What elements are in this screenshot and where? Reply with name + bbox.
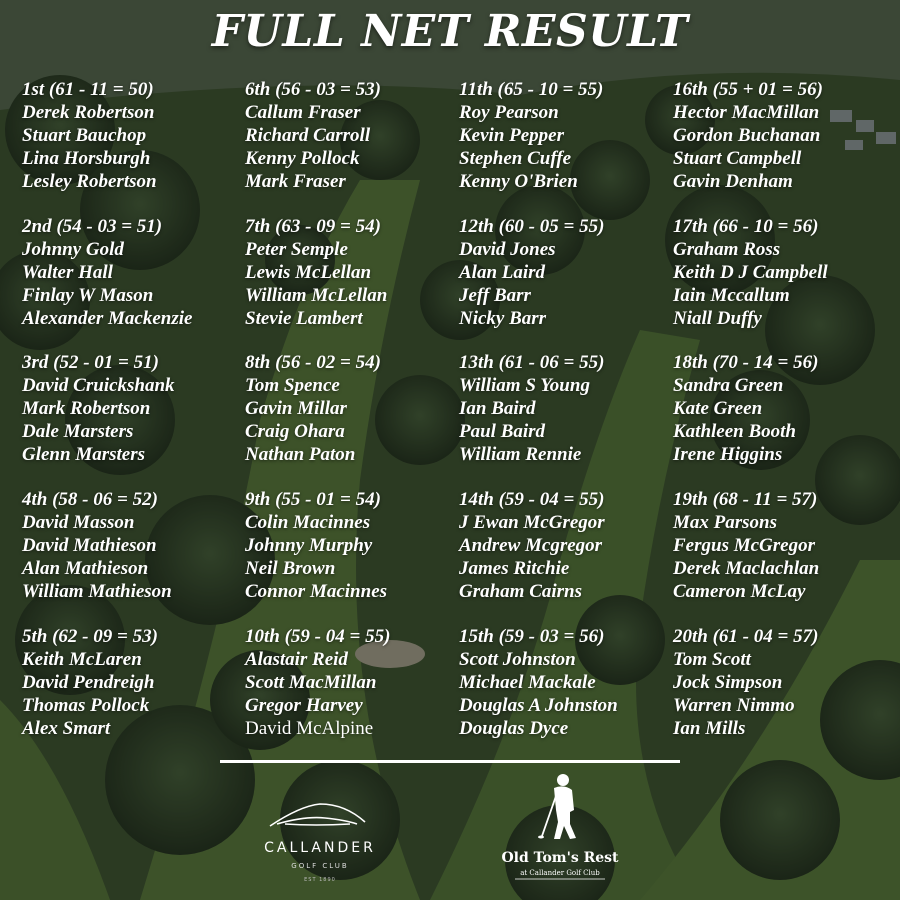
golfer-icon [538, 774, 576, 839]
player-name: Johnny Gold [22, 239, 124, 260]
player-name: Lesley Robertson [22, 171, 157, 192]
player-name: Stephen Cuffe [459, 148, 572, 169]
player-name: Alastair Reid [245, 649, 348, 670]
player-name: Mark Robertson [22, 398, 151, 419]
player-name: Johnny Murphy [245, 535, 373, 556]
player-name: Paul Baird [459, 421, 546, 442]
result-block [673, 488, 893, 603]
divider-line [220, 760, 680, 763]
result-heading: 2nd (54 - 03 = 51) [22, 216, 163, 237]
result-heading: 16th (55 + 01 = 56) [673, 79, 823, 100]
result-block [459, 625, 679, 740]
result-heading: 13th (61 - 06 = 55) [459, 352, 605, 373]
player-name: Irene Higgins [673, 444, 783, 465]
player-name: Tom Spence [245, 375, 340, 396]
player-name: Mark Fraser [245, 171, 346, 192]
player-name: Hector MacMillan [673, 102, 820, 123]
player-name: Kenny Pollock [245, 148, 360, 169]
player-name: Iain Mccallum [673, 285, 790, 306]
result-heading: 17th (66 - 10 = 56) [673, 216, 819, 237]
player-name: Douglas Dyce [459, 718, 569, 739]
player-name: Tom Scott [673, 649, 751, 670]
player-name: Stuart Bauchop [22, 125, 147, 146]
player-name: Ian Baird [459, 398, 536, 419]
svg-text:EST 1890: EST 1890 [304, 877, 336, 883]
result-heading: 1st (61 - 11 = 50) [22, 79, 154, 100]
player-name: David Pendreigh [22, 672, 155, 693]
player-name: Michael Mackale [459, 672, 596, 693]
player-name: Gavin Millar [245, 398, 347, 419]
player-name: David Mathieson [22, 535, 157, 556]
player-name: Lewis McLellan [245, 262, 372, 283]
player-name: Keith McLaren [22, 649, 142, 670]
player-name: Andrew Mcgregor [459, 535, 603, 556]
player-name: James Ritchie [459, 558, 570, 579]
result-heading: 18th (70 - 14 = 56) [673, 352, 819, 373]
player-name: Warren Nimmo [673, 695, 795, 716]
result-block [245, 78, 465, 193]
player-name: Roy Pearson [459, 102, 559, 123]
mountain-icon [270, 804, 365, 826]
player-name: Walter Hall [22, 262, 113, 283]
player-name: William Mathieson [22, 581, 172, 602]
result-block [673, 625, 893, 740]
player-name: Nicky Barr [459, 308, 547, 329]
player-name: Connor Macinnes [245, 581, 388, 602]
result-heading: 19th (68 - 11 = 57) [673, 489, 818, 510]
result-heading: 12th (60 - 05 = 55) [459, 216, 605, 237]
player-name: Gavin Denham [673, 171, 793, 192]
result-heading: 8th (56 - 02 = 54) [245, 352, 381, 373]
result-block [459, 78, 679, 193]
player-name: David Masson [22, 512, 135, 533]
player-name: Colin Macinnes [245, 512, 371, 533]
player-name: Jock Simpson [673, 672, 783, 693]
svg-text:Old Tom's Rest: Old Tom's Rest [501, 850, 619, 866]
player-name: David McAlpine [245, 718, 374, 739]
player-name: Kenny O'Brien [459, 171, 578, 192]
player-name: Max Parsons [673, 512, 777, 533]
player-name: Scott Johnston [459, 649, 576, 670]
player-name: Alan Laird [459, 262, 546, 283]
player-name: Alex Smart [22, 718, 111, 739]
result-heading: 7th (63 - 09 = 54) [245, 216, 381, 237]
player-name: Graham Cairns [459, 581, 583, 602]
result-block [22, 215, 242, 330]
player-name: William McLellan [245, 285, 388, 306]
svg-text:at Callander Golf Club: at Callander Golf Club [520, 869, 600, 877]
player-name: Jeff Barr [459, 285, 531, 306]
player-name: Sandra Green [673, 375, 784, 396]
result-heading: 5th (62 - 09 = 53) [22, 626, 158, 647]
player-name: Kevin Pepper [459, 125, 565, 146]
player-name: Thomas Pollock [22, 695, 150, 716]
player-name: Ian Mills [673, 718, 746, 739]
player-name: Gregor Harvey [245, 695, 363, 716]
player-name: Lina Horsburgh [22, 148, 151, 169]
result-heading: 20th (61 - 04 = 57) [673, 626, 819, 647]
result-block [245, 625, 465, 740]
player-name: Derek Robertson [22, 102, 155, 123]
page-title: FULL NET RESULT [211, 6, 689, 57]
result-block [22, 78, 242, 193]
player-name: Alan Mathieson [22, 558, 149, 579]
player-name: David Jones [459, 239, 556, 260]
player-name: Graham Ross [673, 239, 781, 260]
player-name: Nathan Paton [245, 444, 356, 465]
result-block [22, 351, 242, 466]
player-name: Scott MacMillan [245, 672, 377, 693]
result-heading: 15th (59 - 03 = 56) [459, 626, 605, 647]
svg-text:GOLF CLUB: GOLF CLUB [291, 862, 349, 870]
result-block [459, 351, 679, 466]
player-name: Peter Semple [245, 239, 348, 260]
result-block [673, 351, 893, 466]
result-heading: 6th (56 - 03 = 53) [245, 79, 381, 100]
player-name: Niall Duffy [673, 308, 762, 329]
result-block [22, 625, 242, 740]
player-name: Cameron McLay [673, 581, 806, 602]
result-heading: 11th (65 - 10 = 55) [459, 79, 604, 100]
player-name: Douglas A Johnston [459, 695, 618, 716]
player-name: Richard Carroll [245, 125, 371, 146]
player-name: Neil Brown [245, 558, 336, 579]
player-name: Finlay W Mason [22, 285, 154, 306]
player-name: Kathleen Booth [673, 421, 796, 442]
player-name: William S Young [459, 375, 590, 396]
svg-text:CALLANDER: CALLANDER [264, 840, 376, 856]
result-block [673, 215, 893, 330]
result-heading: 4th (58 - 06 = 52) [22, 489, 158, 510]
result-heading: 3rd (52 - 01 = 51) [22, 352, 159, 373]
player-name: William Rennie [459, 444, 582, 465]
result-block [22, 488, 242, 603]
player-name: Stuart Campbell [673, 148, 802, 169]
result-block [673, 78, 893, 193]
result-heading: 10th (59 - 04 = 55) [245, 626, 391, 647]
old-toms-rest-logo [490, 772, 630, 887]
player-name: Dale Marsters [22, 421, 134, 442]
player-name: Craig Ohara [245, 421, 345, 442]
player-name: Kate Green [673, 398, 763, 419]
player-name: Stevie Lambert [245, 308, 363, 329]
player-name: Keith D J Campbell [673, 262, 828, 283]
player-name: Gordon Buchanan [673, 125, 821, 146]
result-block [245, 215, 465, 330]
callander-golf-club-logo [245, 798, 395, 888]
player-name: Callum Fraser [245, 102, 361, 123]
player-name: Fergus McGregor [673, 535, 815, 556]
player-name: Alexander Mackenzie [22, 308, 193, 329]
result-block [459, 488, 679, 603]
player-name: Glenn Marsters [22, 444, 145, 465]
result-block [245, 488, 465, 603]
result-heading: 9th (55 - 01 = 54) [245, 489, 381, 510]
result-heading: 14th (59 - 04 = 55) [459, 489, 605, 510]
result-block [245, 351, 465, 466]
player-name: Derek Maclachlan [673, 558, 820, 579]
result-block [459, 215, 679, 330]
player-name: David Cruickshank [22, 375, 175, 396]
player-name: J Ewan McGregor [459, 512, 605, 533]
